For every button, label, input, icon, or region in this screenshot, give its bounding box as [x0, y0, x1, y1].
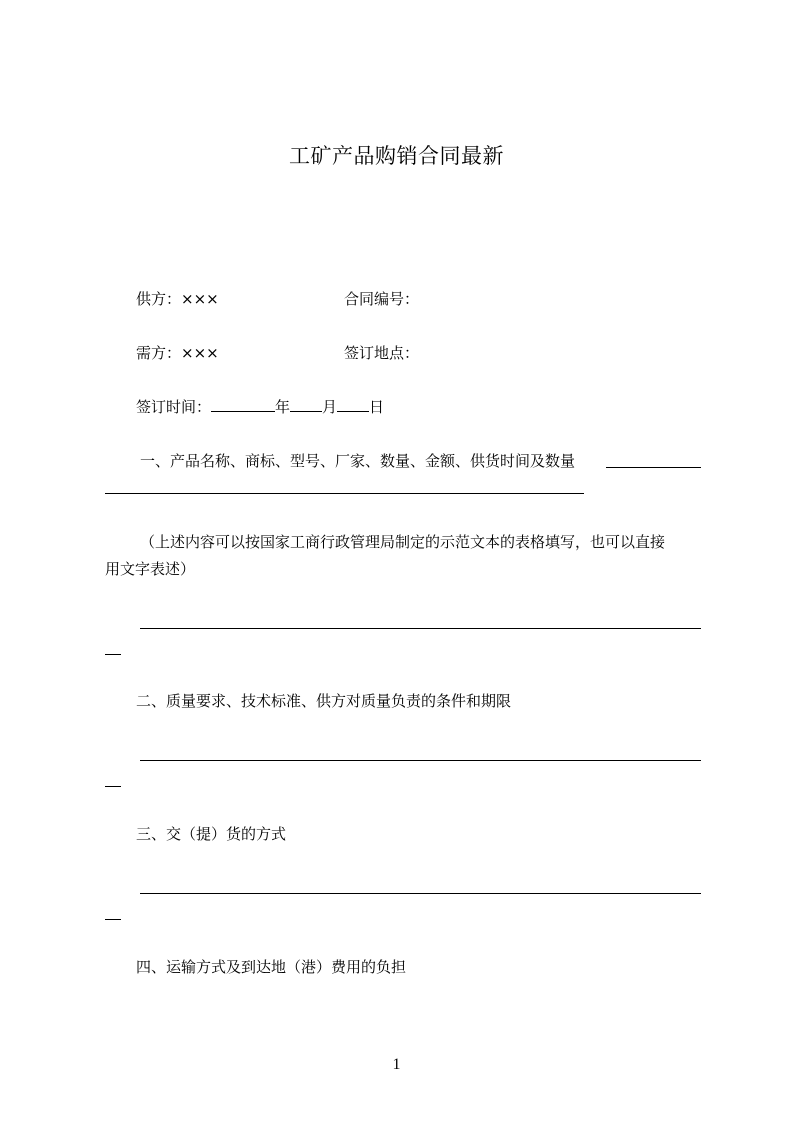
day-label: 日 — [369, 398, 385, 416]
buyer-value: ××× — [181, 344, 219, 362]
blank-fill-line — [140, 760, 701, 761]
page-number: 1 — [392, 1056, 401, 1073]
section-3-heading: 三、交（提）货的方式 — [136, 825, 287, 843]
supplier-value: ××× — [181, 290, 219, 308]
document-title: 工矿产品购销合同最新 — [289, 144, 504, 168]
note-line-1: （上述内容可以按国家工商行政管理局制定的示范文本的表格填写，也可以直接 — [140, 533, 666, 551]
year-blank — [211, 396, 275, 412]
year-label: 年 — [275, 398, 291, 416]
buyer-row — [136, 342, 219, 364]
section-4-heading: 四、运输方式及到达地（港）费用的负担 — [136, 958, 407, 976]
blank-fill-line-tail — [105, 919, 121, 920]
blank-fill-line — [140, 893, 701, 894]
section-1-heading: 一、产品名称、商标、型号、厂家、数量、金额、供货时间及数量 — [140, 452, 576, 470]
sign-time-row — [136, 396, 384, 418]
month-blank — [290, 396, 322, 412]
blank-fill-line-tail — [105, 654, 121, 655]
supplier-label: 供方： — [136, 290, 182, 308]
section-1-fill-line — [606, 467, 701, 468]
note-line-2: 用文字表述） — [105, 560, 196, 578]
sign-place-label: 签订地点： — [344, 344, 420, 362]
buyer-label: 需方： — [136, 344, 182, 362]
section-1-fill-line-2 — [105, 493, 584, 494]
section-2-heading: 二、质量要求、技术标准、供方对质量负责的条件和期限 — [136, 692, 512, 710]
blank-fill-line — [140, 628, 701, 629]
contract-number-label: 合同编号： — [344, 290, 420, 308]
blank-fill-line-tail — [105, 786, 121, 787]
supplier-row — [136, 288, 219, 310]
day-blank — [337, 396, 369, 412]
month-label: 月 — [322, 398, 338, 416]
sign-time-label: 签订时间： — [136, 398, 212, 416]
